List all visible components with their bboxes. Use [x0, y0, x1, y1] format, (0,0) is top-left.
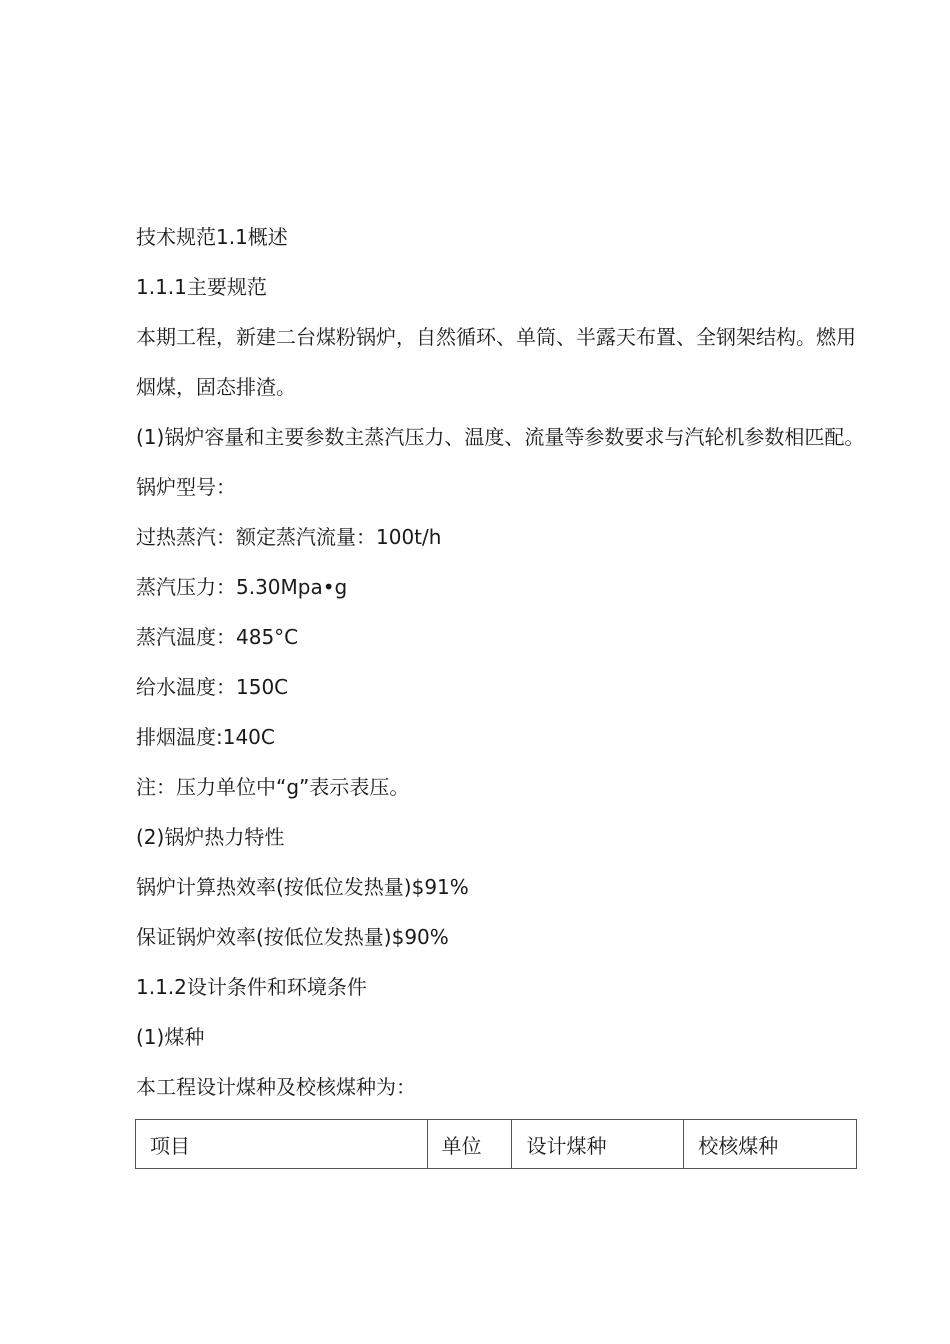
subsection-heading-design-conditions: 1.1.2设计条件和环境条件	[136, 975, 367, 999]
paragraph-project-description: 本期工程，新建二台煤粉锅炉，自然循环、单筒、半露天布置、全钢架结构。燃用烟煤，固态排渣。	[136, 325, 856, 399]
spec-feedwater-temperature: 给水温度：150C	[136, 675, 289, 699]
spec-guaranteed-efficiency: 保证锅炉效率(按低位发热量)$90%	[136, 925, 449, 949]
table-header-row	[136, 1120, 857, 1169]
spec-superheated-steam: 过热蒸汽：额定蒸汽流量：100t/h	[136, 525, 442, 549]
table-header-item: 项目	[136, 1120, 428, 1169]
paragraph-boiler-capacity: (1)锅炉容量和主要参数主蒸汽压力、温度、流量等参数要求与汽轮机参数相匹配。锅炉型号：	[136, 425, 865, 499]
coal-spec-table	[135, 1119, 857, 1169]
spec-calculated-efficiency: 锅炉计算热效率(按低位发热量)$91%	[136, 875, 469, 899]
heading-coal-type: (1)煤种	[136, 1025, 205, 1049]
subsection-heading-main-specs: 1.1.1主要规范	[136, 275, 267, 299]
spec-exhaust-temperature: 排烟温度:140C	[136, 725, 275, 749]
section-heading-overview: 技术规范1.1概述	[136, 225, 288, 249]
heading-thermal-characteristics: (2)锅炉热力特性	[136, 825, 285, 849]
spec-steam-temperature: 蒸汽温度：485°C	[136, 625, 299, 649]
spec-steam-pressure: 蒸汽压力：5.30Mpa•g	[136, 575, 348, 599]
paragraph-coal-intro: 本工程设计煤种及校核煤种为：	[136, 1075, 416, 1099]
table-header-design-coal: 设计煤种	[512, 1120, 684, 1169]
table-header-check-coal: 校核煤种	[684, 1120, 857, 1169]
note-pressure-unit: 注：压力单位中“g”表示表压。	[136, 775, 410, 799]
table-header-unit: 单位	[427, 1120, 512, 1169]
document-body	[136, 212, 866, 1112]
